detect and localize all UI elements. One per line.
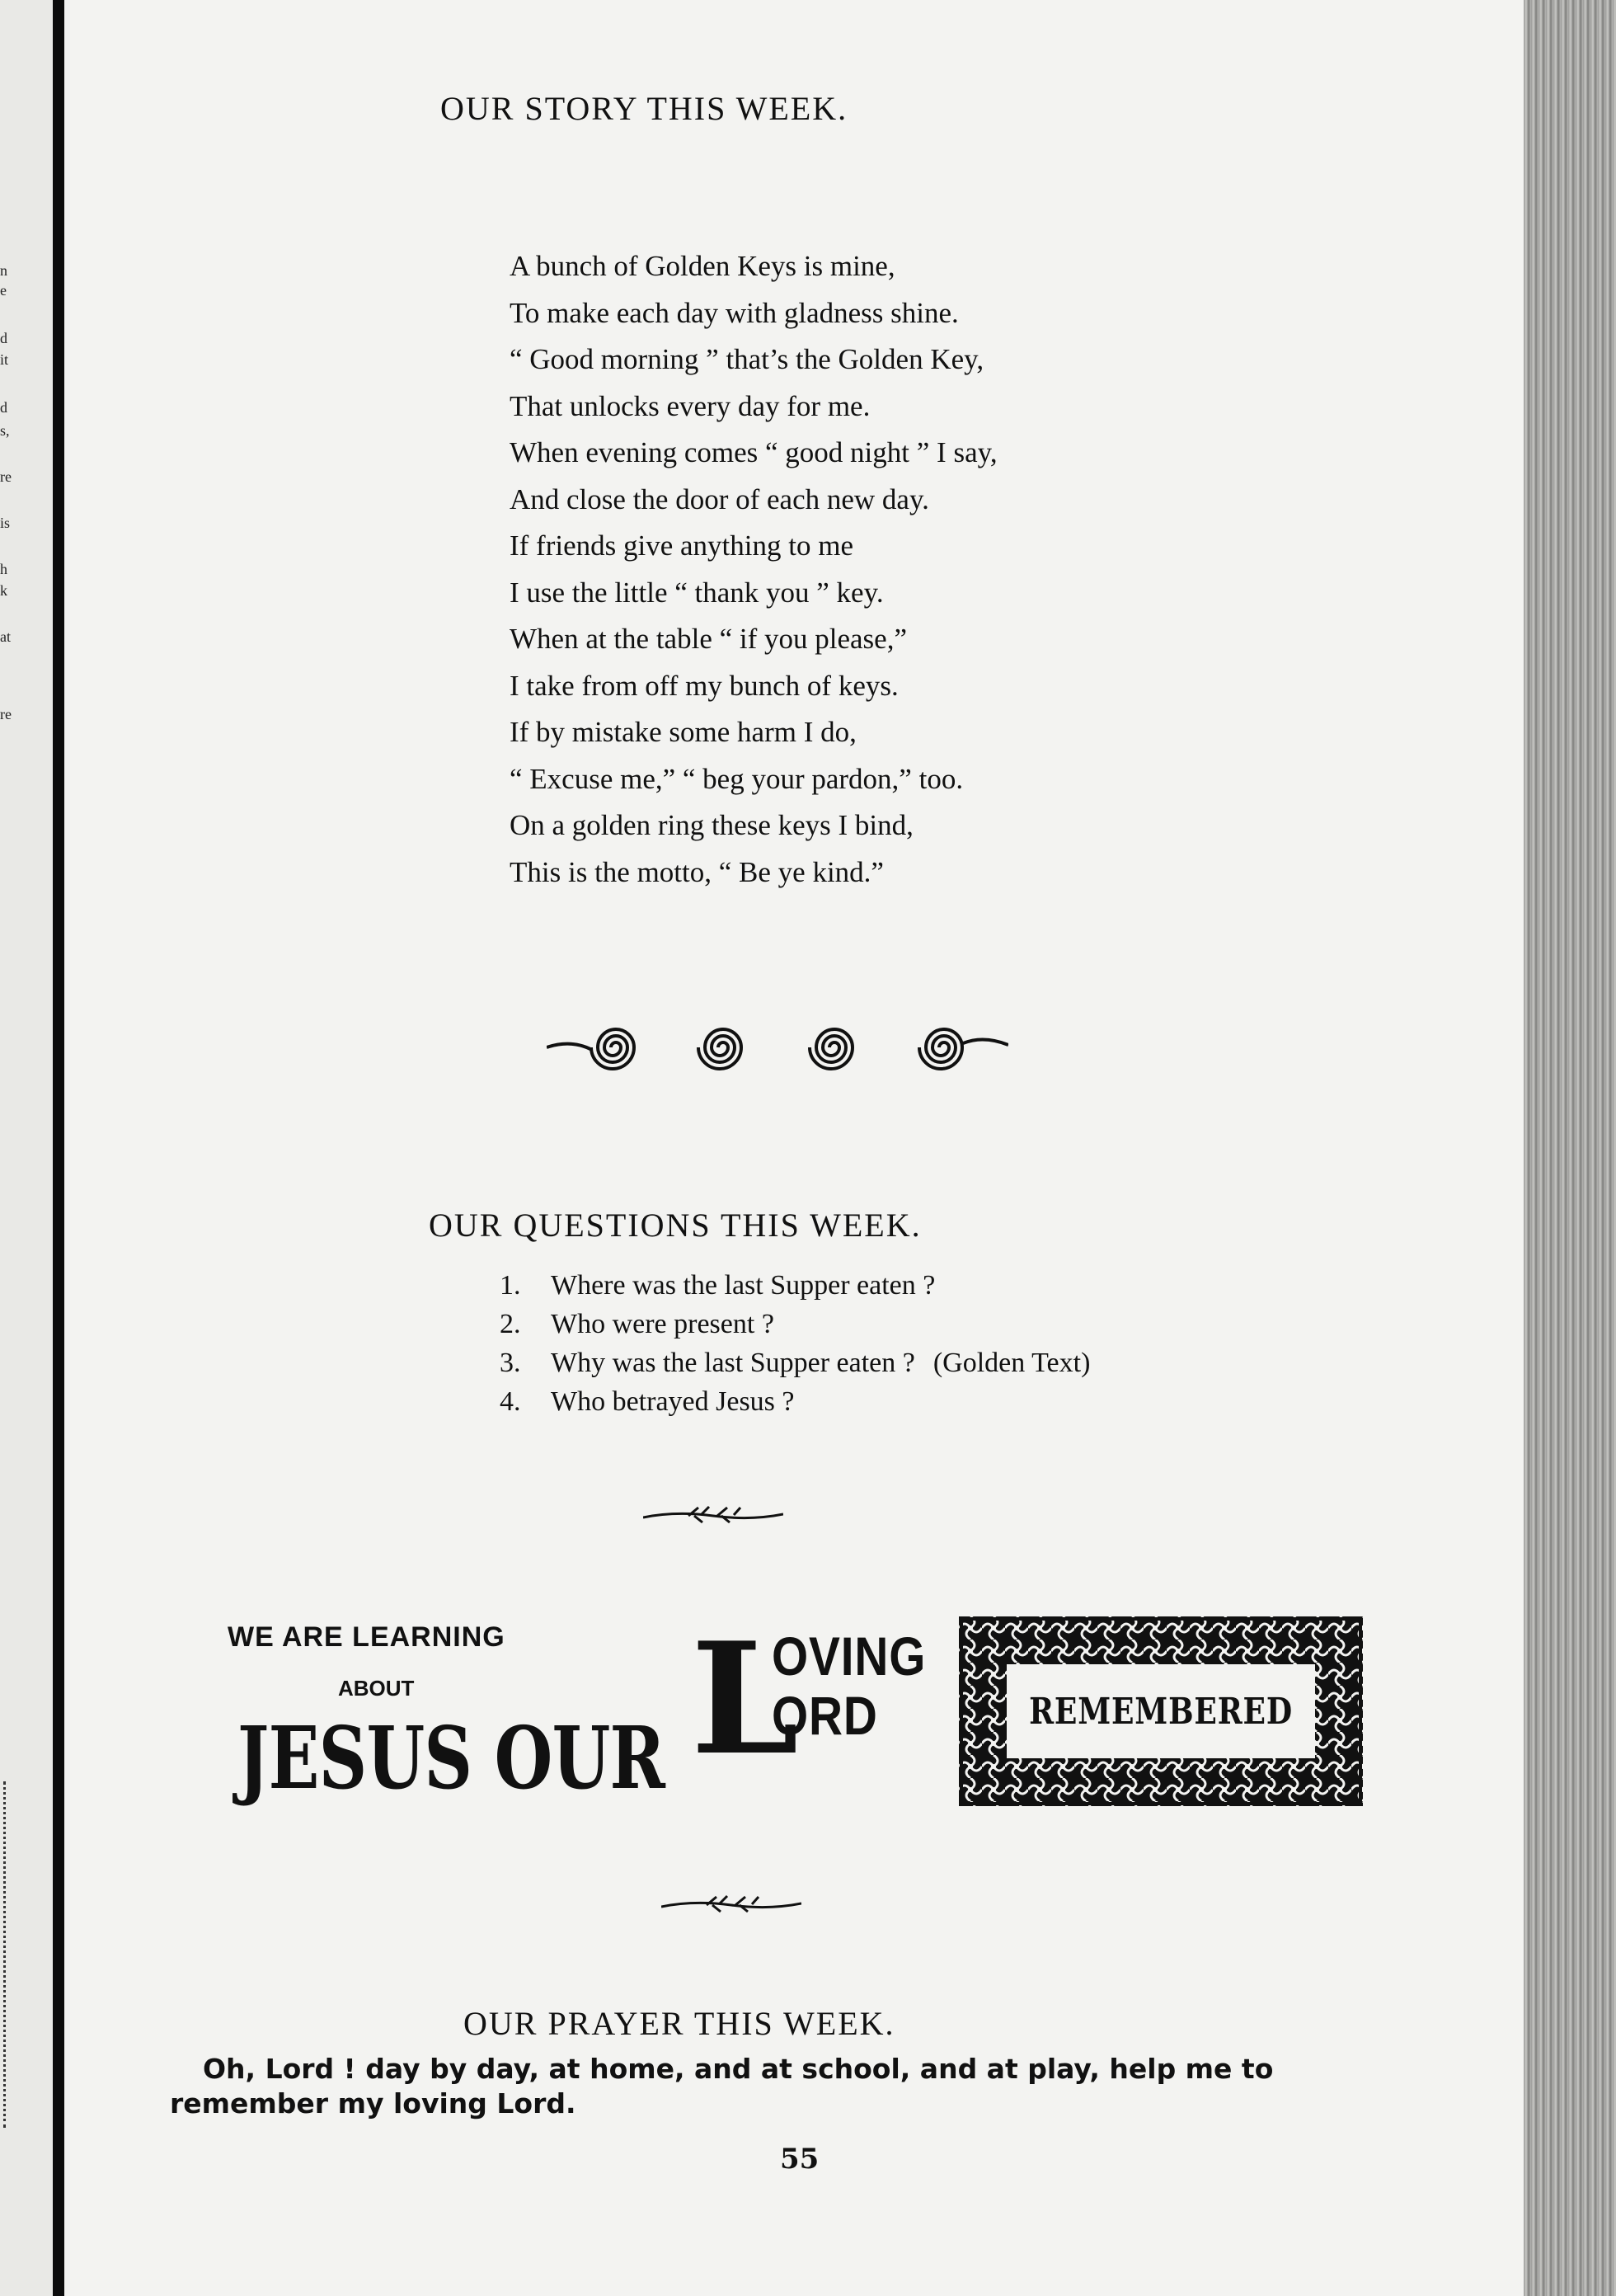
poem-line: When evening comes “ good night ” I say, [510,436,998,468]
poem-line: A bunch of Golden Keys is mine, [510,250,895,282]
question-item [500,1343,1090,1382]
question-text: Who were present ? [551,1309,774,1339]
jesus-our-title: JESUS OUR [237,1707,665,1809]
question-text: Where was the last Supper eaten ? [551,1270,936,1301]
lord-rest: ORD [772,1685,878,1746]
question-text: Why was the last Supper eaten ? [551,1348,915,1378]
question-item [500,1382,1090,1421]
remembered-panel [1007,1664,1315,1758]
previous-page-edge [0,0,53,2296]
prev-page-fragment: n [0,262,7,279]
poem-line: That unlocks every day for me. [510,389,871,422]
question-number: 1. [500,1270,521,1301]
prev-page-fragment: at [0,628,11,645]
question-number: 4. [500,1386,521,1417]
question-text: Who betrayed Jesus ? [551,1386,795,1417]
prev-page-fragment: it [0,351,9,368]
story-poem [510,243,998,896]
prev-page-fragment: d [0,399,7,416]
question-item [500,1305,1090,1343]
questions-list [500,1266,1090,1421]
poem-line: On a golden ring these keys I bind, [510,809,914,841]
poem-line: When at the table “ if you please,” [510,623,908,655]
page-number: 55 [780,2143,820,2176]
prev-page-fragment: re [0,468,12,485]
poem-line: If friends give anything to me [510,529,853,562]
story-heading: OUR STORY THIS WEEK. [440,90,848,127]
prev-page-fragment: s, [0,422,10,439]
vine-divider [661,1892,801,1917]
loving-lord-initial: L [691,1608,799,1789]
poem-line: I use the little “ thank you ” key. [510,576,884,609]
loving-lord-logo [691,1608,927,1798]
poem-line: This is the motto, “ Be ye kind.” [510,855,884,888]
prev-page-fragment: re [0,706,12,722]
remembered-frame [959,1616,1363,1806]
prayer-heading: OUR PRAYER THIS WEEK. [463,2005,895,2042]
question-item [500,1266,1090,1305]
book-gutter [53,0,64,2296]
prayer-text [170,2052,1456,2121]
golden-text-note: (Golden Text) [932,1348,1091,1378]
prayer-line: remember my loving Lord. [170,2087,576,2120]
poem-line: I take from off my bunch of keys. [510,669,899,702]
poem-line: And close the door of each new day. [510,482,929,515]
prev-page-fragment: h [0,561,7,577]
poem-line: “ Excuse me,” “ beg your pardon,” too. [510,762,964,795]
learning-line-1: WE ARE LEARNING [228,1621,505,1653]
question-number: 3. [500,1348,521,1378]
learning-line-2: ABOUT [338,1676,415,1701]
prev-page-border-ornament [3,1781,31,2128]
vine-divider [643,1503,783,1527]
prev-page-fragment: is [0,515,11,531]
remembered-label: REMEMBERED [1029,1690,1293,1733]
prev-page-fragment: d [0,330,7,346]
prev-page-fragment: k [0,582,7,599]
loving-rest: OVING [772,1626,927,1687]
book-page [64,0,1524,2296]
poem-line: To make each day with gladness shine. [510,296,959,329]
poem-line: If by mistake some harm I do, [510,716,857,748]
prev-page-fragment: e [0,282,7,299]
poem-line: “ Good morning ” that’s the Golden Key, [510,343,984,375]
spiral-ornament [547,1010,1008,1084]
question-number: 2. [500,1309,521,1339]
page-edges [1524,0,1616,2296]
questions-heading: OUR QUESTIONS THIS WEEK. [429,1207,922,1244]
prayer-line: Oh, Lord ! day by day, at home, and at school, and at play, help me to [203,2053,1274,2085]
